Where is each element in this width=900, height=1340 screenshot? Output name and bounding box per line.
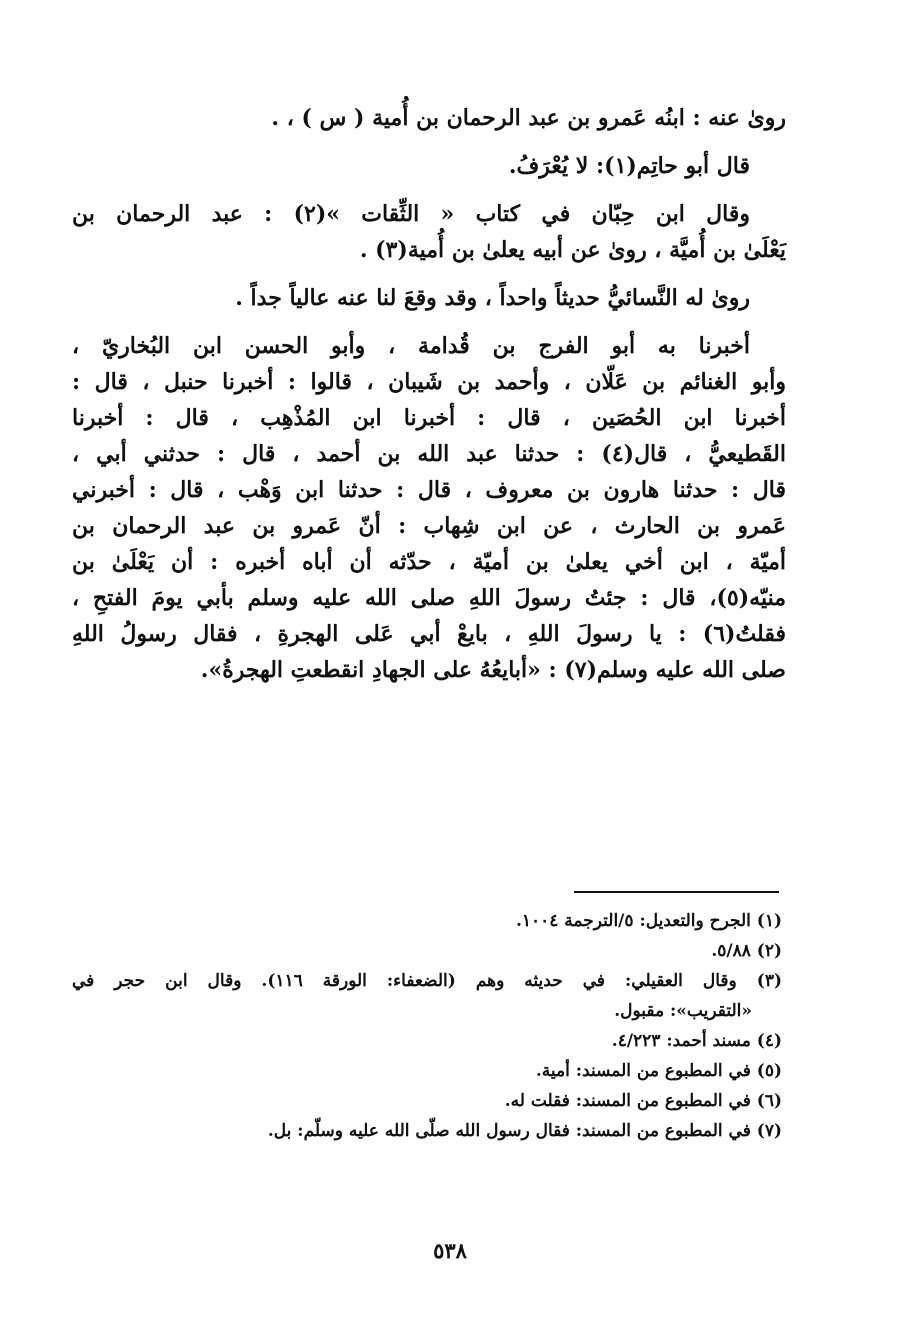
footnote-5: (٥) في المطبوع من المسند: أمية.: [535, 1061, 782, 1081]
footnote-2: (٢) ٥/٨٨.: [711, 941, 782, 961]
text-line-4: يَعْلَىٰ بن أُميَّة ، روىٰ عن أبيه يعلىٰ بن أُمية(٣) .: [359, 237, 786, 263]
text-line-7: وأبو الغنائم بن عَلّان ، وأحمد بن شَيبان ، قالوا : أخبرنا حنبل ، قال :: [72, 369, 786, 395]
text-line-2: قال أبو حاتِم(١): لا يُعْرَفُ.: [508, 153, 750, 179]
footnote-3-continuation: «التقريب»: مقبول.: [614, 1001, 752, 1021]
footnotes: [72, 906, 782, 1146]
footnote-1: (١) الجرح والتعديل: ٥/الترجمة ١٠٠٤.: [515, 911, 782, 931]
text-line-10: قال : حدثنا هارون بن معروف ، قال : حدثنا ابن وَهْب ، قال : أخبرني: [72, 477, 786, 503]
footnote-separator: [574, 891, 779, 893]
paragraph-gap: [72, 88, 786, 100]
text-line-11: عَمرو بن الحارث ، عن ابن شِهاب : أنّ عَمرو بن عبد الرحمان بن: [72, 513, 786, 539]
footnote-3: (٣) وقال العقيلي: في حديثه وهم (الضعفاء: الورقة ١١٦). وقال ابن حجر في: [72, 971, 782, 991]
footnote-4: (٤) مسند أحمد: ٤/٢٢٣.: [611, 1031, 782, 1051]
text-line-5: روىٰ له النَّسائيُّ حديثاً واحداً ، وقد وقعَ لنا عنه عالياً جداً .: [235, 285, 750, 311]
paragraph-gap: [72, 268, 786, 280]
text-line-8: أخبرنا ابن الحُصَين ، قال : أخبرنا ابن المُذْهِب ، قال : أخبرنا: [72, 405, 786, 431]
text-line-13: منيّه(٥)، قال : جئتُ رسولَ اللهِ صلى الله عليه وسلم بأبي يومَ الفتحِ ،: [72, 585, 786, 611]
text-line-12: أميّة ، ابن أخي يعلىٰ بن أميّة ، حدّثه أن أباه أخبره : أن يَعْلَىٰ بن: [72, 549, 786, 575]
text-line-14: فقلتُ(٦) : يا رسولَ اللهِ ، بايعْ أبي عَلى الهجرةِ ، فقال رسولُ اللهِ: [72, 621, 786, 647]
text-line-9: القَطيعيُّ ، قال(٤) : حدثنا عبد الله بن أحمد ، قال : حدثني أبي ،: [72, 441, 786, 467]
footnote-6: (٦) في المطبوع من المسند: فقلت له.: [504, 1091, 782, 1111]
page-number: ٥٣٨: [433, 1238, 467, 1263]
text-line-1: روىٰ عنه : ابنُه عَمرو بن عبد الرحمان بن أُمية ( س ) ، .: [271, 105, 786, 131]
text-line-6: أخبرنا به أبو الفرج بن قُدامة ، وأبو الحسن ابن البُخاريّ ،: [72, 333, 750, 359]
text-line-3: وقال ابن حِبّان في كتاب « الثِّقات »(٢) : عبد الرحمان بن: [72, 201, 750, 227]
paragraph-gap: [72, 136, 786, 148]
paragraph-gap: [72, 184, 786, 196]
main-text: [72, 88, 786, 688]
paragraph-gap: [72, 316, 786, 328]
text-line-15: صلى الله عليه وسلم(٧) : «أبايعُهُ على الجهادِ انقطعتِ الهجرةُ».: [200, 657, 786, 683]
footnote-7: (٧) في المطبوع من المسند: فقال رسول الله صلّى الله عليه وسلّم: بل.: [267, 1121, 782, 1141]
